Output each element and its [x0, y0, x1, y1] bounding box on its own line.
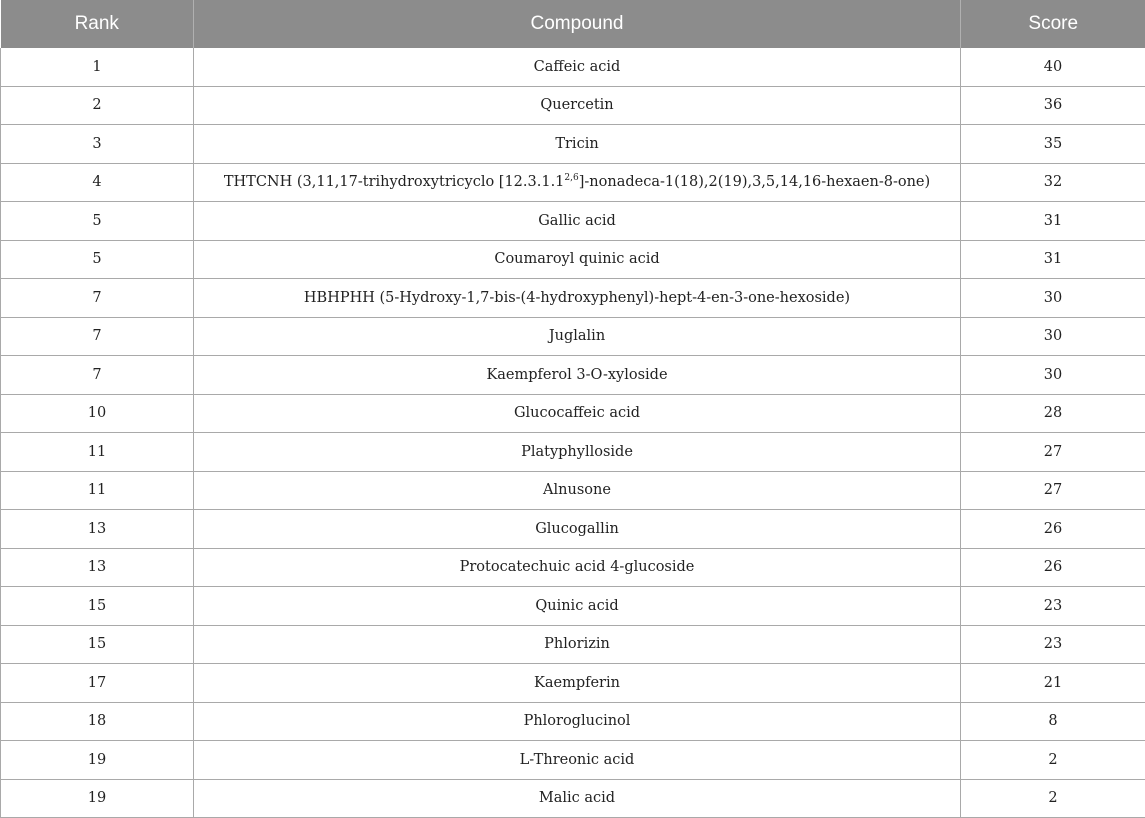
score-cell: 26 — [961, 548, 1145, 587]
compound-superscript: 2,6 — [564, 173, 579, 184]
score-cell: 30 — [961, 279, 1145, 318]
table-row — [1, 548, 1145, 587]
rank-cell: 19 — [1, 779, 194, 818]
score-cell: 31 — [961, 240, 1145, 279]
score-cell: 8 — [961, 702, 1145, 741]
rank-cell: 15 — [1, 625, 194, 664]
compound-cell: Glucogallin — [194, 510, 961, 549]
table-header — [1, 0, 1145, 48]
compound-cell: L-Threonic acid — [194, 741, 961, 780]
rank-cell: 1 — [1, 48, 194, 86]
compound-cell: Gallic acid — [194, 202, 961, 241]
rank-cell: 18 — [1, 702, 194, 741]
compound-cell: HBHPHH (5-Hydroxy-1,7-bis-(4-hydroxyphenyl)-hept-4-en-3-one-hexoside) — [194, 279, 961, 318]
rank-cell: 4 — [1, 163, 194, 202]
table-row — [1, 779, 1145, 818]
table-row — [1, 433, 1145, 472]
compound-cell: Kaempferin — [194, 664, 961, 703]
score-cell: 23 — [961, 625, 1145, 664]
compound-cell: Alnusone — [194, 471, 961, 510]
compound-cell: Quinic acid — [194, 587, 961, 626]
compound-text-post: ]-nonadeca-1(18),2(19),3,5,14,16-hexaen-8-one) — [578, 174, 931, 191]
compound-cell — [194, 163, 961, 202]
rank-cell: 11 — [1, 471, 194, 510]
compound-cell: Tricin — [194, 125, 961, 164]
compound-cell: Platyphylloside — [194, 433, 961, 472]
score-cell: 28 — [961, 394, 1145, 433]
rank-cell: 2 — [1, 86, 194, 125]
table-row — [1, 510, 1145, 549]
table-row — [1, 741, 1145, 780]
table-row — [1, 125, 1145, 164]
compound-cell: Glucocaffeic acid — [194, 394, 961, 433]
table-body — [1, 48, 1145, 818]
compound-text-pre: THTCNH (3,11,17-trihydroxytricyclo [12.3.1.1 — [223, 174, 565, 191]
compound-cell: Protocatechuic acid 4-glucoside — [194, 548, 961, 587]
score-cell: 36 — [961, 86, 1145, 125]
table-row — [1, 279, 1145, 318]
compound-cell: Malic acid — [194, 779, 961, 818]
rank-cell: 11 — [1, 433, 194, 472]
score-cell: 21 — [961, 664, 1145, 703]
header-rank: Rank — [1, 0, 194, 48]
table-row — [1, 240, 1145, 279]
rank-cell: 5 — [1, 240, 194, 279]
rank-cell: 7 — [1, 356, 194, 395]
compound-cell: Kaempferol 3-O-xyloside — [194, 356, 961, 395]
table-row — [1, 587, 1145, 626]
score-cell: 26 — [961, 510, 1145, 549]
rank-cell: 13 — [1, 548, 194, 587]
header-score: Score — [961, 0, 1145, 48]
compound-cell: Quercetin — [194, 86, 961, 125]
table-row — [1, 394, 1145, 433]
score-cell: 30 — [961, 356, 1145, 395]
score-cell: 27 — [961, 471, 1145, 510]
rank-cell: 10 — [1, 394, 194, 433]
table-row — [1, 163, 1145, 202]
score-cell: 23 — [961, 587, 1145, 626]
score-cell: 30 — [961, 317, 1145, 356]
table-row — [1, 48, 1145, 86]
rank-cell: 19 — [1, 741, 194, 780]
rank-cell: 7 — [1, 317, 194, 356]
table-row — [1, 202, 1145, 241]
rank-cell: 13 — [1, 510, 194, 549]
table-row — [1, 625, 1145, 664]
score-cell: 35 — [961, 125, 1145, 164]
rank-cell: 3 — [1, 125, 194, 164]
score-cell: 2 — [961, 779, 1145, 818]
rank-cell: 15 — [1, 587, 194, 626]
table-row — [1, 664, 1145, 703]
rank-cell: 5 — [1, 202, 194, 241]
rank-cell: 17 — [1, 664, 194, 703]
header-row — [1, 0, 1145, 48]
compound-cell: Phloroglucinol — [194, 702, 961, 741]
score-cell: 27 — [961, 433, 1145, 472]
score-cell: 2 — [961, 741, 1145, 780]
rank-cell: 7 — [1, 279, 194, 318]
score-cell: 32 — [961, 163, 1145, 202]
compound-cell: Caffeic acid — [194, 48, 961, 86]
compound-cell: Juglalin — [194, 317, 961, 356]
score-cell: 40 — [961, 48, 1145, 86]
compound-cell: Coumaroyl quinic acid — [194, 240, 961, 279]
header-compound: Compound — [194, 0, 961, 48]
table-row — [1, 702, 1145, 741]
compound-cell: Phlorizin — [194, 625, 961, 664]
score-cell: 31 — [961, 202, 1145, 241]
table-row — [1, 471, 1145, 510]
table-row — [1, 356, 1145, 395]
table-row — [1, 317, 1145, 356]
table-row — [1, 86, 1145, 125]
